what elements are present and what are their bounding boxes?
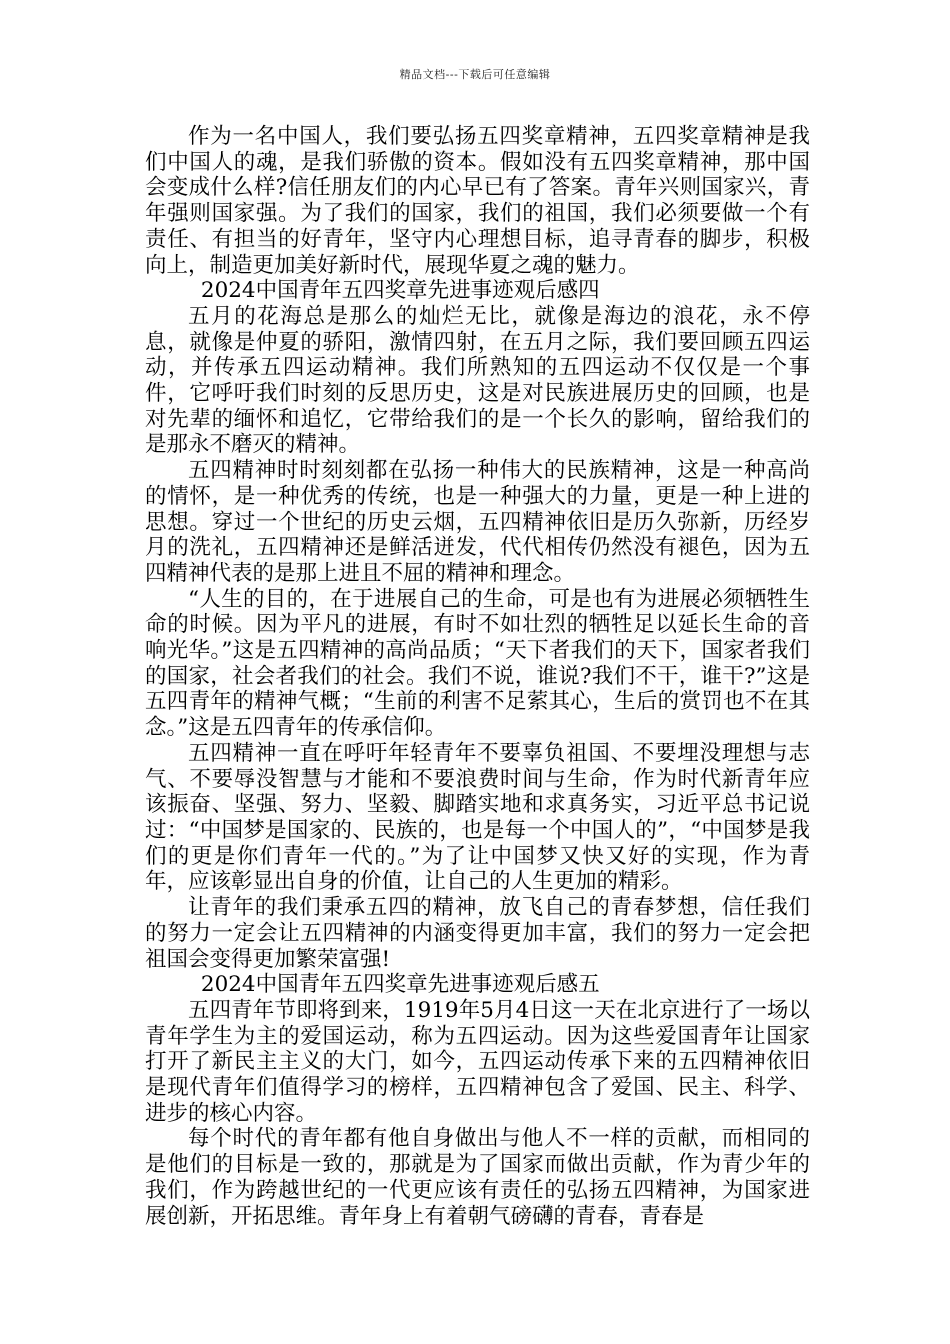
- section-heading: 2024中国青年五四奖章先进事迹观后感五: [200, 972, 600, 998]
- paragraph: 五月的花海总是那么的灿烂无比，就像是海边的浪花，永不停息，就像是仲夏的骄阳，激情四射，在五月之际，我们要回顾五四运动，并传承五四运动精神。我们所熟知的五四运动不仅仅是一个事件，它呼吁我们时刻的反思历史，这是对民族进展历史的回顾，也是对先辈的缅怀和追忆，它带给我们的是一个长久的影响，留给我们的是那永不磨灭的精神。: [145, 303, 810, 458]
- paragraph: 五四青年节即将到来，1919年5月4日这一天在北京进行了一场以青年学生为主的爱国运动，称为五四运动。因为这些爱国青年让国家打开了新民主主义的大门，如今，五四运动传承下来的五四精神依旧是现代青年们值得学习的榜样，五四精神包含了爱国、民主、科学、进步的核心内容。: [145, 997, 810, 1126]
- paragraph: 作为一名中国人，我们要弘扬五四奖章精神，五四奖章精神是我们中国人的魂，是我们骄傲的资本。假如没有五四奖章精神，那中国会变成什么样?信任朋友们的内心早已有了答案。青年兴则国家兴，青年强则国家强。为了我们的国家，我们的祖国，我们必须要做一个有责任、有担当的好青年，坚守内心理想目标，追寻青春的脚步，积极向上，制造更加美好新时代，展现华夏之魂的魅力。: [145, 124, 810, 278]
- paragraph: “人生的目的，在于进展自己的生命，可是也有为进展必须牺牲生命的时候。因为平凡的进展，有时不如壮烈的牺牲足以延长生命的音响光华。”这是五四精神的高尚品质；“天下者我们的天下，国家者我们的国家，社会者我们的社会。我们不说，谁说?我们不干，谁干?”这是五四青年的精神气概；“生前的利害不足萦其心，生后的赏罚也不在其念。”这是五四青年的传承信仰。: [145, 586, 810, 741]
- document-body: [145, 124, 810, 1229]
- paragraph: 每个时代的青年都有他自身做出与他人不一样的贡献，而相同的是他们的目标是一致的，那就是为了国家而做出贡献，作为青少年的我们，作为跨越世纪的一代更应该有责任的弘扬五四精神，为国家进展创新，开拓思维。青年身上有着朝气磅礴的青春，青春是: [145, 1126, 810, 1229]
- paragraph: 五四精神一直在呼吁年轻青年不要辜负祖国、不要埋没理想与志气、不要辱没智慧与才能和不要浪费时间与生命，作为时代新青年应该振奋、坚强、努力、坚毅、脚踏实地和求真务实，习近平总书记说过：“中国梦是国家的、民族的，也是每一个中国人的”，“中国梦是我们的更是你们青年一代的。”为了让中国梦又快又好的实现，作为青年，应该彰显出自身的价值，让自己的人生更加的精彩。: [145, 740, 810, 895]
- page-header: 精品文档---下载后可任意编辑: [399, 68, 551, 81]
- paragraph: 五四精神时时刻刻都在弘扬一种伟大的民族精神，这是一种高尚的情怀，是一种优秀的传统，也是一种强大的力量，更是一种上进的思想。穿过一个世纪的历史云烟，五四精神依旧是历久弥新，历经岁月的洗礼，五四精神还是鲜活迸发，代代相传仍然没有褪色，因为五四精神代表的是那上进且不屈的精神和理念。: [145, 458, 810, 586]
- paragraph: 让青年的我们秉承五四的精神，放飞自己的青春梦想，信任我们的努力一定会让五四精神的内涵变得更加丰富，我们的努力一定会把祖国会变得更加繁荣富强!: [145, 895, 810, 972]
- section-heading: 2024中国青年五四奖章先进事迹观后感四: [200, 278, 600, 304]
